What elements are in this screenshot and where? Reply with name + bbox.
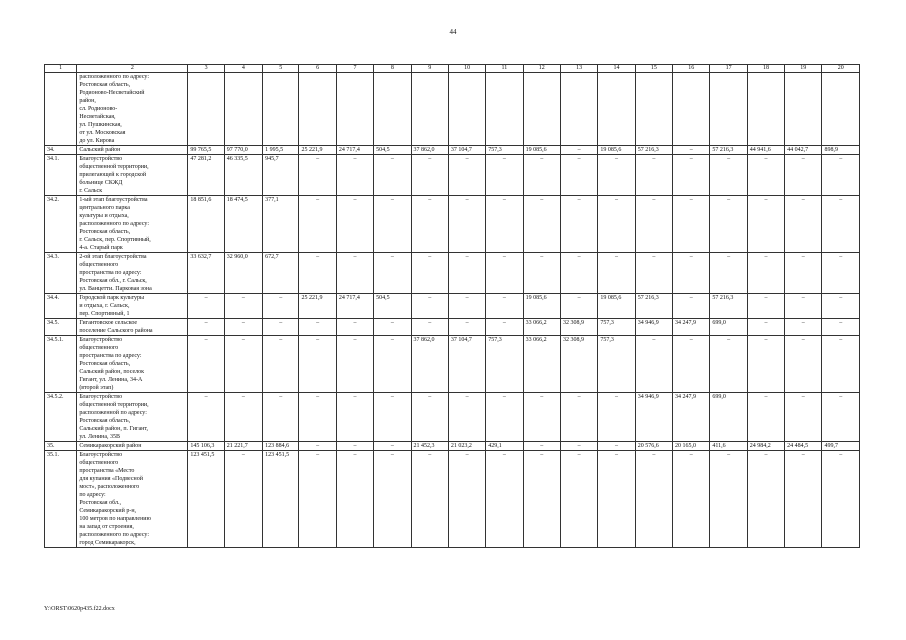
row-number	[45, 73, 77, 146]
value-cell: 898,9	[822, 146, 860, 155]
value-cell: –	[560, 146, 597, 155]
value-cell: –	[336, 155, 373, 196]
value-cell: –	[747, 393, 784, 442]
value-cell: –	[635, 336, 672, 393]
value-cell: –	[263, 319, 299, 336]
row-number: 34.	[45, 146, 77, 155]
value-cell: –	[598, 393, 635, 442]
row-number: 34.3.	[45, 253, 77, 294]
value-cell: –	[374, 319, 411, 336]
value-cell	[448, 73, 485, 146]
value-cell: –	[710, 196, 747, 253]
value-cell: –	[747, 451, 784, 548]
column-number: 13	[560, 65, 597, 73]
value-cell: –	[747, 196, 784, 253]
value-cell: 20 576,6	[635, 442, 672, 451]
value-cell: 34 946,9	[635, 393, 672, 442]
value-cell: 504,5	[374, 146, 411, 155]
value-cell: –	[299, 393, 336, 442]
row-number: 34.4.	[45, 294, 77, 319]
column-number: 16	[673, 65, 710, 73]
value-cell: 34 247,9	[673, 393, 710, 442]
value-cell: 21 221,7	[224, 442, 262, 451]
value-cell: 145 106,3	[188, 442, 224, 451]
value-cell: 19 085,6	[598, 294, 635, 319]
value-cell: –	[448, 253, 485, 294]
value-cell: 19 085,6	[523, 294, 560, 319]
row-number: 34.1.	[45, 155, 77, 196]
value-cell: –	[263, 393, 299, 442]
value-cell: –	[785, 294, 822, 319]
value-cell: –	[448, 393, 485, 442]
value-cell: 699,0	[710, 393, 747, 442]
value-cell	[263, 73, 299, 146]
value-cell: –	[486, 155, 523, 196]
column-number: 17	[710, 65, 747, 73]
value-cell: –	[598, 451, 635, 548]
value-cell: –	[411, 253, 448, 294]
financing-table	[44, 64, 860, 548]
footer-file-path: Y:\ORST\0620p435.f22.docx	[44, 606, 115, 612]
value-cell: –	[673, 294, 710, 319]
column-number: 10	[448, 65, 485, 73]
row-number: 35.1.	[45, 451, 77, 548]
value-cell: –	[822, 336, 860, 393]
value-cell: –	[747, 319, 784, 336]
value-cell: 757,3	[486, 146, 523, 155]
value-cell: –	[822, 155, 860, 196]
value-cell: –	[448, 155, 485, 196]
table-row	[45, 73, 860, 146]
value-cell: –	[374, 253, 411, 294]
value-cell: –	[560, 155, 597, 196]
value-cell: –	[710, 451, 747, 548]
value-cell	[747, 73, 784, 146]
value-cell: –	[560, 294, 597, 319]
value-cell: –	[523, 393, 560, 442]
row-number: 34.5.	[45, 319, 77, 336]
value-cell: –	[598, 155, 635, 196]
value-cell: 18 851,6	[188, 196, 224, 253]
value-cell: 123 451,5	[263, 451, 299, 548]
value-cell: –	[822, 294, 860, 319]
value-cell: –	[523, 451, 560, 548]
value-cell: –	[336, 336, 373, 393]
column-number: 9	[411, 65, 448, 73]
value-cell: –	[673, 336, 710, 393]
value-cell: –	[785, 393, 822, 442]
column-number: 12	[523, 65, 560, 73]
value-cell	[411, 73, 448, 146]
value-cell: –	[188, 336, 224, 393]
value-cell: –	[224, 393, 262, 442]
table-row	[45, 336, 860, 393]
value-cell: –	[560, 442, 597, 451]
value-cell: –	[560, 393, 597, 442]
value-cell: –	[560, 451, 597, 548]
value-cell	[188, 73, 224, 146]
value-cell: –	[224, 336, 262, 393]
value-cell: 37 104,7	[448, 336, 485, 393]
value-cell: 24 717,4	[336, 146, 373, 155]
column-number: 2	[77, 65, 188, 73]
value-cell	[822, 73, 860, 146]
value-cell: –	[486, 253, 523, 294]
value-cell: –	[374, 451, 411, 548]
value-cell: 37 862,0	[411, 146, 448, 155]
value-cell: –	[635, 451, 672, 548]
value-cell: –	[785, 196, 822, 253]
value-cell: –	[673, 451, 710, 548]
value-cell: 25 221,9	[299, 294, 336, 319]
value-cell: 19 085,6	[598, 146, 635, 155]
value-cell: –	[523, 253, 560, 294]
value-cell: 99 765,5	[188, 146, 224, 155]
value-cell: 123 884,6	[263, 442, 299, 451]
value-cell: 123 451,5	[188, 451, 224, 548]
value-cell: –	[374, 196, 411, 253]
value-cell: 44 941,6	[747, 146, 784, 155]
row-name: Гигантовское сельское поселение Сальского района	[77, 319, 188, 336]
value-cell: 377,1	[263, 196, 299, 253]
value-cell: –	[710, 253, 747, 294]
value-cell: 24 484,5	[785, 442, 822, 451]
value-cell: –	[299, 319, 336, 336]
value-cell: –	[486, 196, 523, 253]
value-cell: –	[188, 319, 224, 336]
value-cell: –	[710, 336, 747, 393]
value-cell: 504,5	[374, 294, 411, 319]
row-name: Семикаракорский район	[77, 442, 188, 451]
value-cell: –	[299, 155, 336, 196]
column-number: 20	[822, 65, 860, 73]
value-cell	[374, 73, 411, 146]
value-cell: –	[673, 155, 710, 196]
value-cell: 97 770,0	[224, 146, 262, 155]
value-cell: –	[785, 319, 822, 336]
value-cell: –	[336, 393, 373, 442]
column-number: 14	[598, 65, 635, 73]
value-cell: 32 960,0	[224, 253, 262, 294]
value-cell: –	[224, 294, 262, 319]
row-name: Благоустройство общественной территории, прилегающей к городской больнице СКЖД г. Сальск	[77, 155, 188, 196]
value-cell: 32 308,9	[560, 336, 597, 393]
value-cell: –	[411, 196, 448, 253]
value-cell: –	[598, 196, 635, 253]
value-cell: 411,6	[710, 442, 747, 451]
value-cell: –	[523, 442, 560, 451]
value-cell: –	[822, 319, 860, 336]
table-row	[45, 319, 860, 336]
value-cell: –	[523, 196, 560, 253]
value-cell: –	[673, 196, 710, 253]
value-cell: –	[374, 336, 411, 393]
value-cell: –	[188, 393, 224, 442]
value-cell: 33 066,2	[523, 336, 560, 393]
value-cell	[635, 73, 672, 146]
table-row	[45, 146, 860, 155]
value-cell: –	[822, 253, 860, 294]
value-cell: 37 862,0	[411, 336, 448, 393]
table-row	[45, 155, 860, 196]
value-cell: –	[188, 294, 224, 319]
value-cell	[486, 73, 523, 146]
table-row	[45, 442, 860, 451]
value-cell: 24 717,4	[336, 294, 373, 319]
value-cell	[336, 73, 373, 146]
value-cell: –	[299, 336, 336, 393]
value-cell: 20 165,0	[673, 442, 710, 451]
value-cell: –	[448, 294, 485, 319]
value-cell: –	[635, 155, 672, 196]
column-number-row	[45, 65, 860, 73]
value-cell: 57 216,3	[710, 294, 747, 319]
value-cell: –	[822, 451, 860, 548]
value-cell: –	[560, 196, 597, 253]
table-row	[45, 393, 860, 442]
row-name: Благоустройство общественной территории, расположенной по адресу: Ростовская область, Сальский район, п. Гигант, ул. Ленина, 35В	[77, 393, 188, 442]
column-number: 3	[188, 65, 224, 73]
value-cell: –	[411, 319, 448, 336]
value-cell: 25 221,9	[299, 146, 336, 155]
value-cell: 32 308,9	[560, 319, 597, 336]
value-cell: 699,0	[710, 319, 747, 336]
value-cell: 757,3	[486, 336, 523, 393]
value-cell: 757,3	[598, 319, 635, 336]
value-cell: –	[785, 451, 822, 548]
value-cell: –	[598, 253, 635, 294]
value-cell: –	[785, 336, 822, 393]
value-cell	[224, 73, 262, 146]
value-cell: 672,7	[263, 253, 299, 294]
value-cell: 37 104,7	[448, 146, 485, 155]
column-number: 18	[747, 65, 784, 73]
value-cell: 21 452,3	[411, 442, 448, 451]
value-cell: –	[448, 196, 485, 253]
row-number: 34.2.	[45, 196, 77, 253]
value-cell: –	[785, 253, 822, 294]
value-cell: –	[785, 155, 822, 196]
value-cell: –	[747, 253, 784, 294]
column-number: 5	[263, 65, 299, 73]
value-cell: –	[336, 319, 373, 336]
value-cell: 19 085,6	[523, 146, 560, 155]
column-number: 15	[635, 65, 672, 73]
value-cell: 34 247,9	[673, 319, 710, 336]
value-cell: –	[299, 451, 336, 548]
value-cell	[598, 73, 635, 146]
value-cell: –	[822, 196, 860, 253]
value-cell: –	[486, 451, 523, 548]
row-name: Городской парк культуры и отдыха, г. Сальск, пер. Спортивный, 1	[77, 294, 188, 319]
value-cell: –	[411, 393, 448, 442]
page-number: 44	[449, 28, 457, 36]
value-cell: 57 216,3	[635, 294, 672, 319]
column-number: 8	[374, 65, 411, 73]
value-cell: 33 632,7	[188, 253, 224, 294]
value-cell: 57 216,3	[635, 146, 672, 155]
value-cell	[673, 73, 710, 146]
value-cell: 33 066,2	[523, 319, 560, 336]
value-cell: 18 474,5	[224, 196, 262, 253]
value-cell: 21 023,2	[448, 442, 485, 451]
row-name: Благоустройство общественного пространства по адресу: Ростовская область, Сальский район, поселок Гигант, ул. Ленина, 34-А (второй этап)	[77, 336, 188, 393]
value-cell: –	[411, 155, 448, 196]
row-name: 1-ый этап благоустройства центрального парка культуры и отдыха, расположенного по адресу: Ростовская область, г. Сальск, пер. Спортивный, 4-а. Старый парк	[77, 196, 188, 253]
value-cell: –	[747, 294, 784, 319]
value-cell: 1 995,5	[263, 146, 299, 155]
value-cell: –	[374, 442, 411, 451]
value-cell: –	[673, 253, 710, 294]
row-number: 34.5.1.	[45, 336, 77, 393]
value-cell: –	[411, 294, 448, 319]
table-row	[45, 196, 860, 253]
value-cell	[710, 73, 747, 146]
column-number: 19	[785, 65, 822, 73]
value-cell: 24 984,2	[747, 442, 784, 451]
row-name: Благоустройство общественного пространства «Место для купания «Подвесной мост», расположенного по адресу: Ростовская обл., Семикаракорский р-н, 100 метров по направлению на запад от строения, расположенного по адресу: город Семикаракорск,	[77, 451, 188, 548]
value-cell: –	[448, 319, 485, 336]
row-name: 2-ой этап благоустройства общественного пространства по адресу: Ростовская обл., г. Сальск, ул. Ванцетти. Парковая зона	[77, 253, 188, 294]
column-number: 4	[224, 65, 262, 73]
value-cell: 945,7	[263, 155, 299, 196]
column-number: 6	[299, 65, 336, 73]
value-cell: 57 216,3	[710, 146, 747, 155]
value-cell: –	[710, 155, 747, 196]
value-cell: –	[336, 442, 373, 451]
row-name: Сальский район	[77, 146, 188, 155]
value-cell: –	[673, 146, 710, 155]
column-number: 1	[45, 65, 77, 73]
column-number: 7	[336, 65, 373, 73]
value-cell: 47 281,2	[188, 155, 224, 196]
table-row	[45, 294, 860, 319]
row-name: расположенного по адресу: Ростовская область, Родионово-Несветайский район, сл. Родионово- Несветайская, ул. Пушкинская, от ул. Московская до ул. Кирова	[77, 73, 188, 146]
value-cell: –	[635, 253, 672, 294]
value-cell: –	[486, 319, 523, 336]
value-cell: 757,3	[598, 336, 635, 393]
value-cell: –	[374, 155, 411, 196]
value-cell: 44 042,7	[785, 146, 822, 155]
value-cell: –	[486, 393, 523, 442]
value-cell: –	[299, 442, 336, 451]
value-cell: –	[560, 253, 597, 294]
value-cell: –	[336, 451, 373, 548]
value-cell: –	[747, 155, 784, 196]
value-cell: –	[224, 319, 262, 336]
value-cell	[785, 73, 822, 146]
value-cell: 34 946,9	[635, 319, 672, 336]
value-cell: –	[263, 336, 299, 393]
value-cell: –	[411, 451, 448, 548]
row-number: 35.	[45, 442, 77, 451]
value-cell: –	[374, 393, 411, 442]
value-cell: –	[635, 196, 672, 253]
value-cell: –	[336, 196, 373, 253]
value-cell: –	[224, 451, 262, 548]
table-row	[45, 451, 860, 548]
value-cell	[299, 73, 336, 146]
value-cell: 46 335,5	[224, 155, 262, 196]
value-cell: 499,7	[822, 442, 860, 451]
value-cell: –	[486, 294, 523, 319]
value-cell: –	[336, 253, 373, 294]
value-cell: –	[598, 442, 635, 451]
column-number: 11	[486, 65, 523, 73]
value-cell: –	[822, 393, 860, 442]
value-cell: –	[299, 196, 336, 253]
value-cell: –	[263, 294, 299, 319]
value-cell: –	[448, 451, 485, 548]
value-cell: 429,1	[486, 442, 523, 451]
value-cell	[560, 73, 597, 146]
table-row	[45, 253, 860, 294]
value-cell: –	[299, 253, 336, 294]
value-cell	[523, 73, 560, 146]
value-cell: –	[747, 336, 784, 393]
row-number: 34.5.2.	[45, 393, 77, 442]
value-cell: –	[523, 155, 560, 196]
